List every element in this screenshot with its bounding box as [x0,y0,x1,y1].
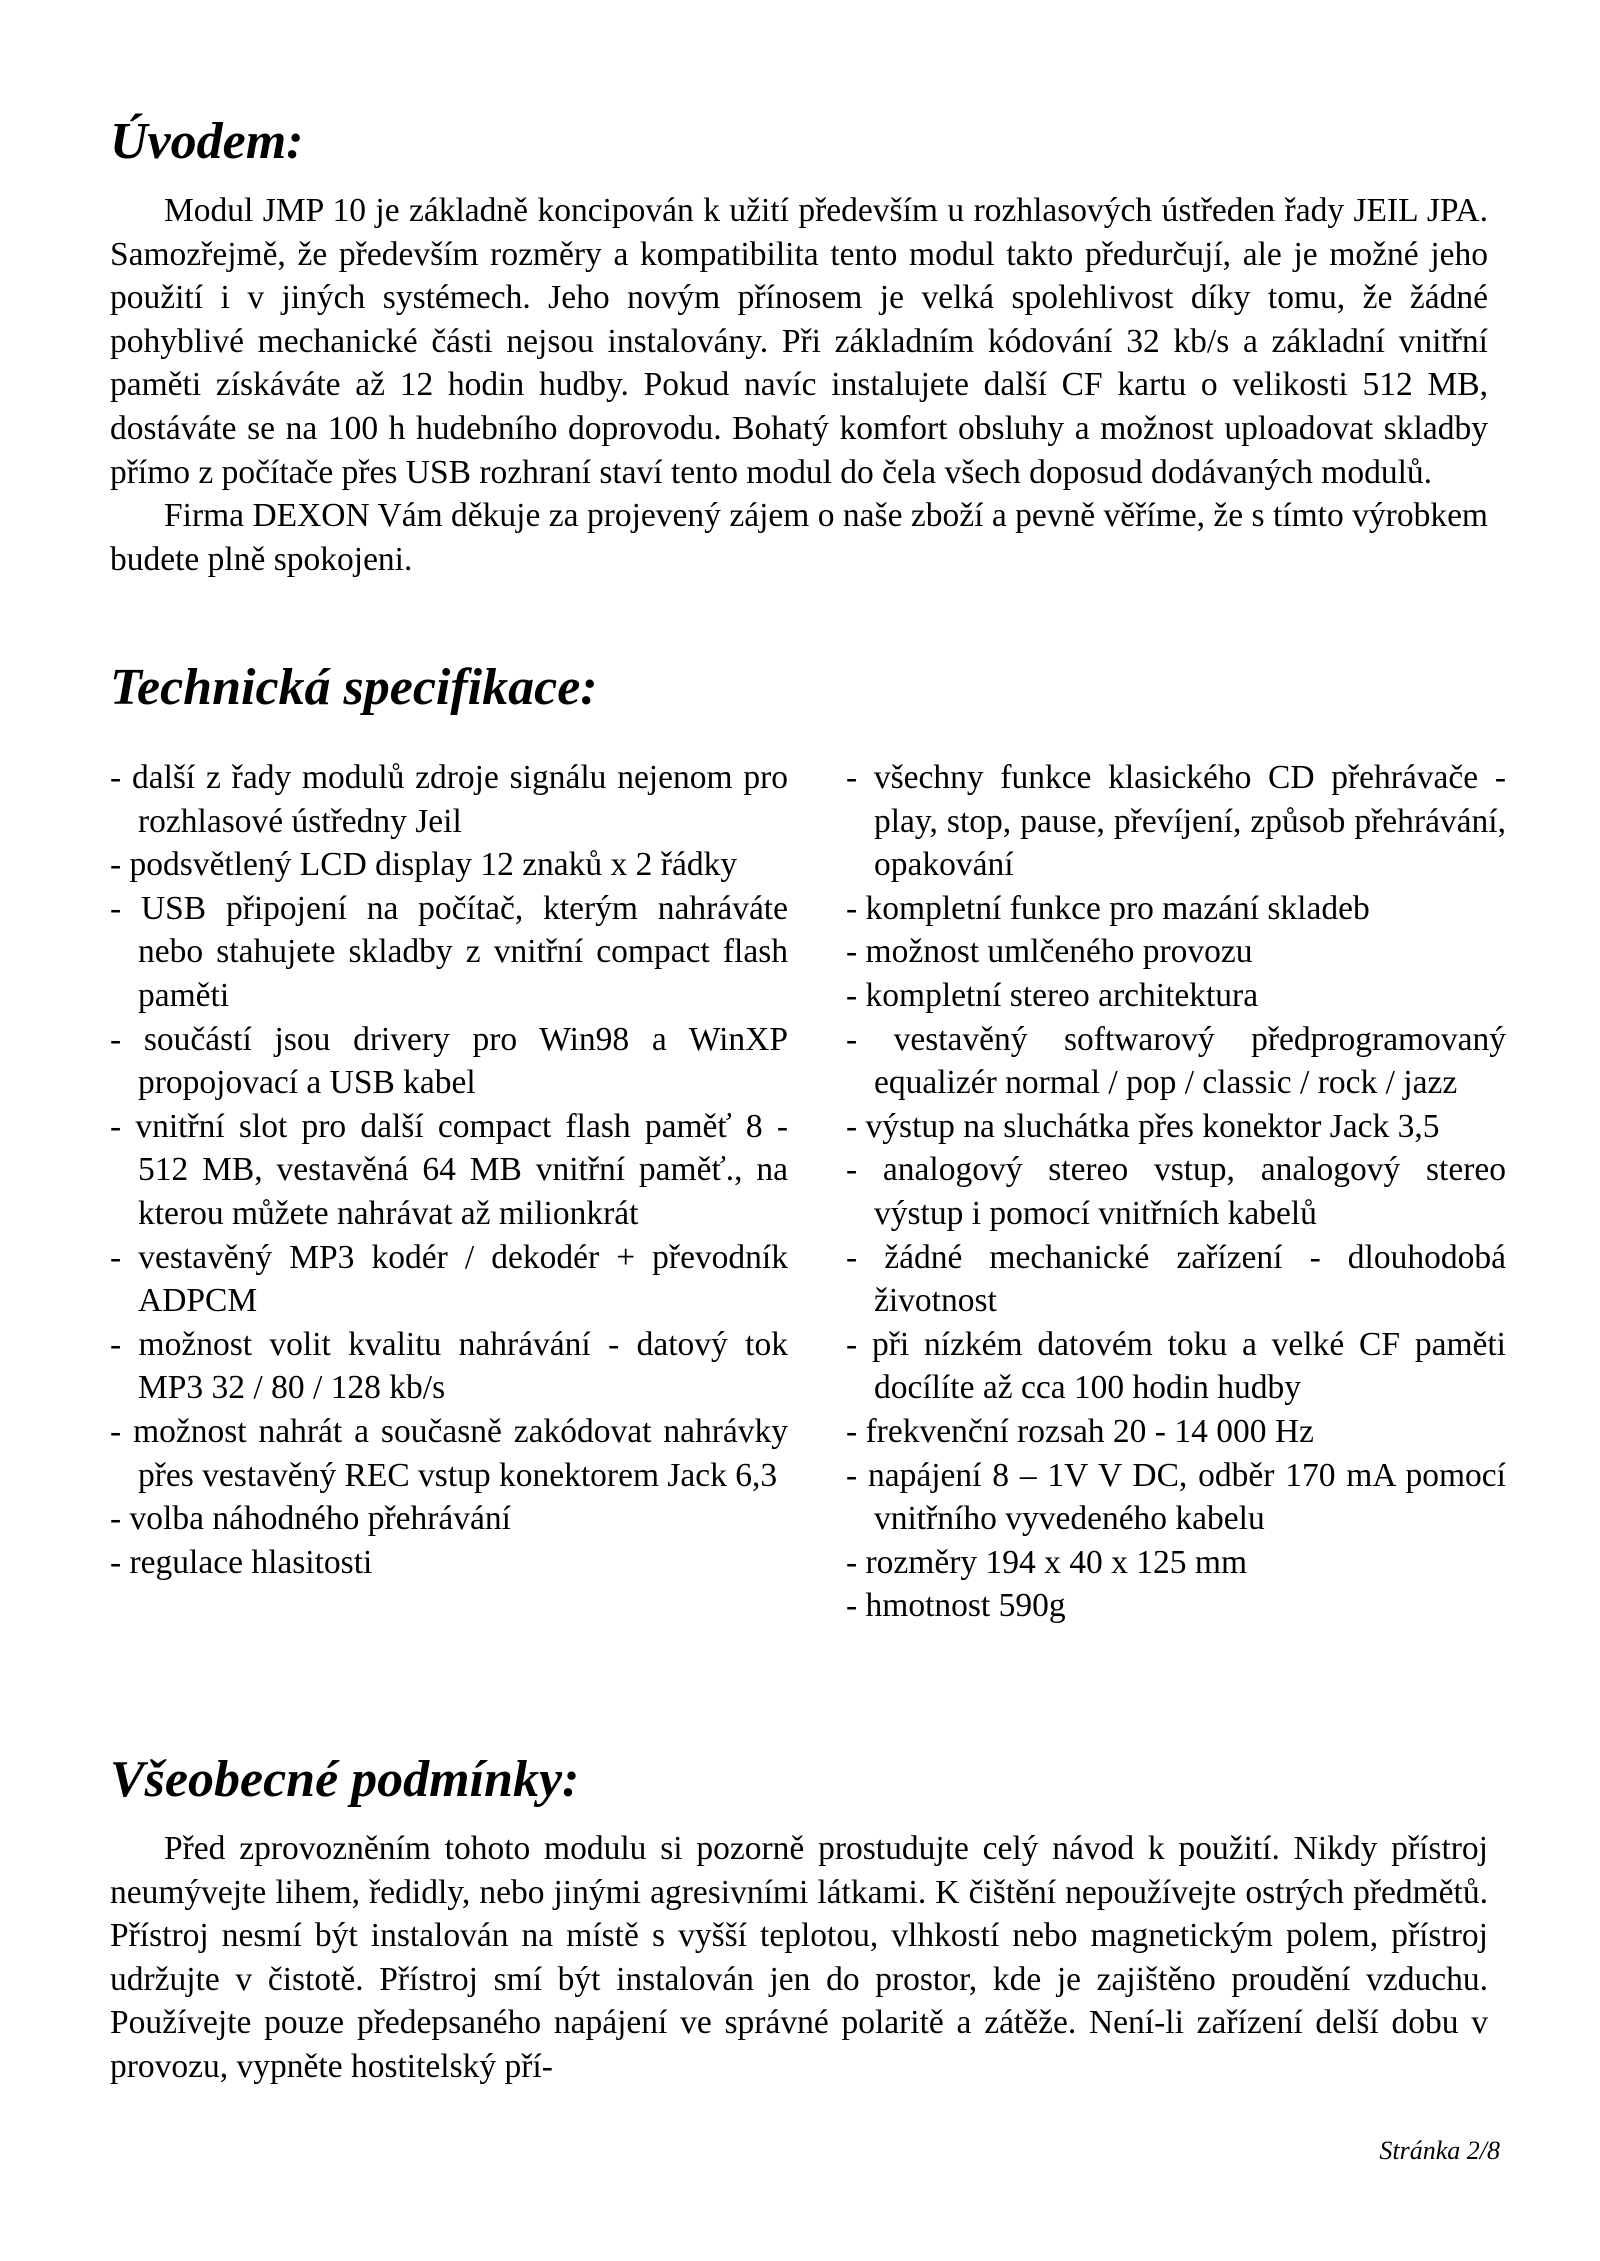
intro-text [110,189,1488,581]
spec-item: - výstup na sluchátka přes konektor Jack 3,5 [846,1107,1440,1145]
spec-item: - frekvenční rozsah 20 - 14 000 Hz [846,1412,1314,1450]
spec-item: - analogový stereo vstup, analogový stereo výstup i pomocí vnitřních kabelů [846,1151,1506,1232]
spec-item: - rozměry 194 x 40 x 125 mm [846,1543,1248,1581]
spec-item: - USB připojení na počítač, kterým nahráváte nebo stahujete skladby z vnitřní compact flash paměti [110,889,788,1014]
general-text [110,1827,1488,2089]
spec-item: - vestavěný MP3 kodér / dekodér + převodník ADPCM [110,1238,788,1320]
section-heading-spec: Technická specifikace: [110,659,598,716]
spec-item: - možnost volit kvalitu nahrávání - datový tok MP3 32 / 80 / 128 kb/s [110,1325,788,1407]
spec-item: - hmotnost 590g [846,1587,1066,1625]
spec-item: - regulace hlasitosti [110,1543,373,1581]
spec-item: - volba náhodného přehrávání [110,1500,511,1538]
spec-item: - žádné mechanické zařízení - dlouhodobá životnost [846,1238,1506,1320]
spec-item: - vnitřní slot pro další compact flash paměť 8 - 512 MB, vestavěná 64 MB vnitřní paměť., na kterou můžete nahrávat až milionkrát [110,1107,788,1232]
page-number: Stránka 2/8 [1379,2136,1500,2165]
spec-item: - při nízkém datovém toku a velké CF paměti docílíte až cca 100 hodin hudby [846,1325,1506,1407]
spec-item: - další z řady modulů zdroje signálu nejenom pro rozhlasové ústředny Jeil [110,759,788,840]
intro-paragraph: Modul JMP 10 je základně koncipován k užití především u rozhlasových ústředen řady JEIL JPA. Samozřejmě, že především rozměry a kompatibilita tento modul takto předurčují, ale je možné jeho použití i v jiných systémech. Jeho novým přínosem je velká spolehlivost díky tomu, že žádné pohyblivé mechanické části nejsou instalovány. Při základním kódování 32 kb/s a základní vnitřní paměti získáváte až 12 hodin hudby. Pokud navíc instalujete další CF kartu o velikosti 512 MB, dostáváte se na 100 h hudebního doprovodu. Bohatý komfort obsluhy a možnost uploadovat skladby přímo z počítače přes USB rozhraní staví tento modul do čela všech doposud dodávaných modulů. [110,192,1488,491]
spec-item: - podsvětlený LCD display 12 znaků x 2 řádky [110,846,738,884]
spec-list-right [846,756,1506,1628]
spec-item: - možnost umlčeného provozu [846,933,1253,971]
section-heading-intro: Úvodem: [110,113,304,170]
spec-item: - kompletní funkce pro mazání skladeb [846,889,1370,927]
spec-list-left [110,756,788,1584]
spec-item: - součástí jsou drivery pro Win98 a WinXP propojovací a USB kabel [110,1020,788,1102]
general-paragraph: Před zprovozněním tohoto modulu si pozorně prostudujte celý návod k použití. Nikdy přístroj neumývejte lihem, ředidly, nebo jinými agresivními látkami. K čištění nepoužívejte ostrých předmětů. Přístroj nesmí být instalován na místě s vyšší teplotou, vlhkostí nebo magnetickým polem, přístroj udržujte v čistotě. Přístroj smí být instalován jen do prostor, kde je zajištěno proudění vzduchu. Používejte pouze předepsaného napájení ve správné polaritě a zátěže. Není-li zařízení delší dobu v provozu, vypněte hostitelský pří- [110,1830,1488,2085]
spec-item: - vestavěný softwarový předprogramovaný equalizér normal / pop / classic / rock / jazz [846,1020,1506,1102]
intro-paragraph: Firma DEXON Vám děkuje za projevený zájem o naše zboží a pevně věříme, že s tímto výrobkem budete plně spokojeni. [110,497,1488,578]
section-heading-general: Všeobecné podmínky: [110,1751,580,1808]
spec-item: - kompletní stereo architektura [846,976,1259,1014]
spec-item: - možnost nahrát a současně zakódovat nahrávky přes vestavěný REC vstup konektorem Jack 6,3 [110,1412,788,1494]
spec-item: - napájení 8 – 1V V DC, odběr 170 mA pomocí vnitřního vyvedeného kabelu [846,1456,1506,1538]
spec-item: - všechny funkce klasického CD přehrávače - play, stop, pause, převíjení, způsob přehrávání, opakování [846,759,1506,884]
